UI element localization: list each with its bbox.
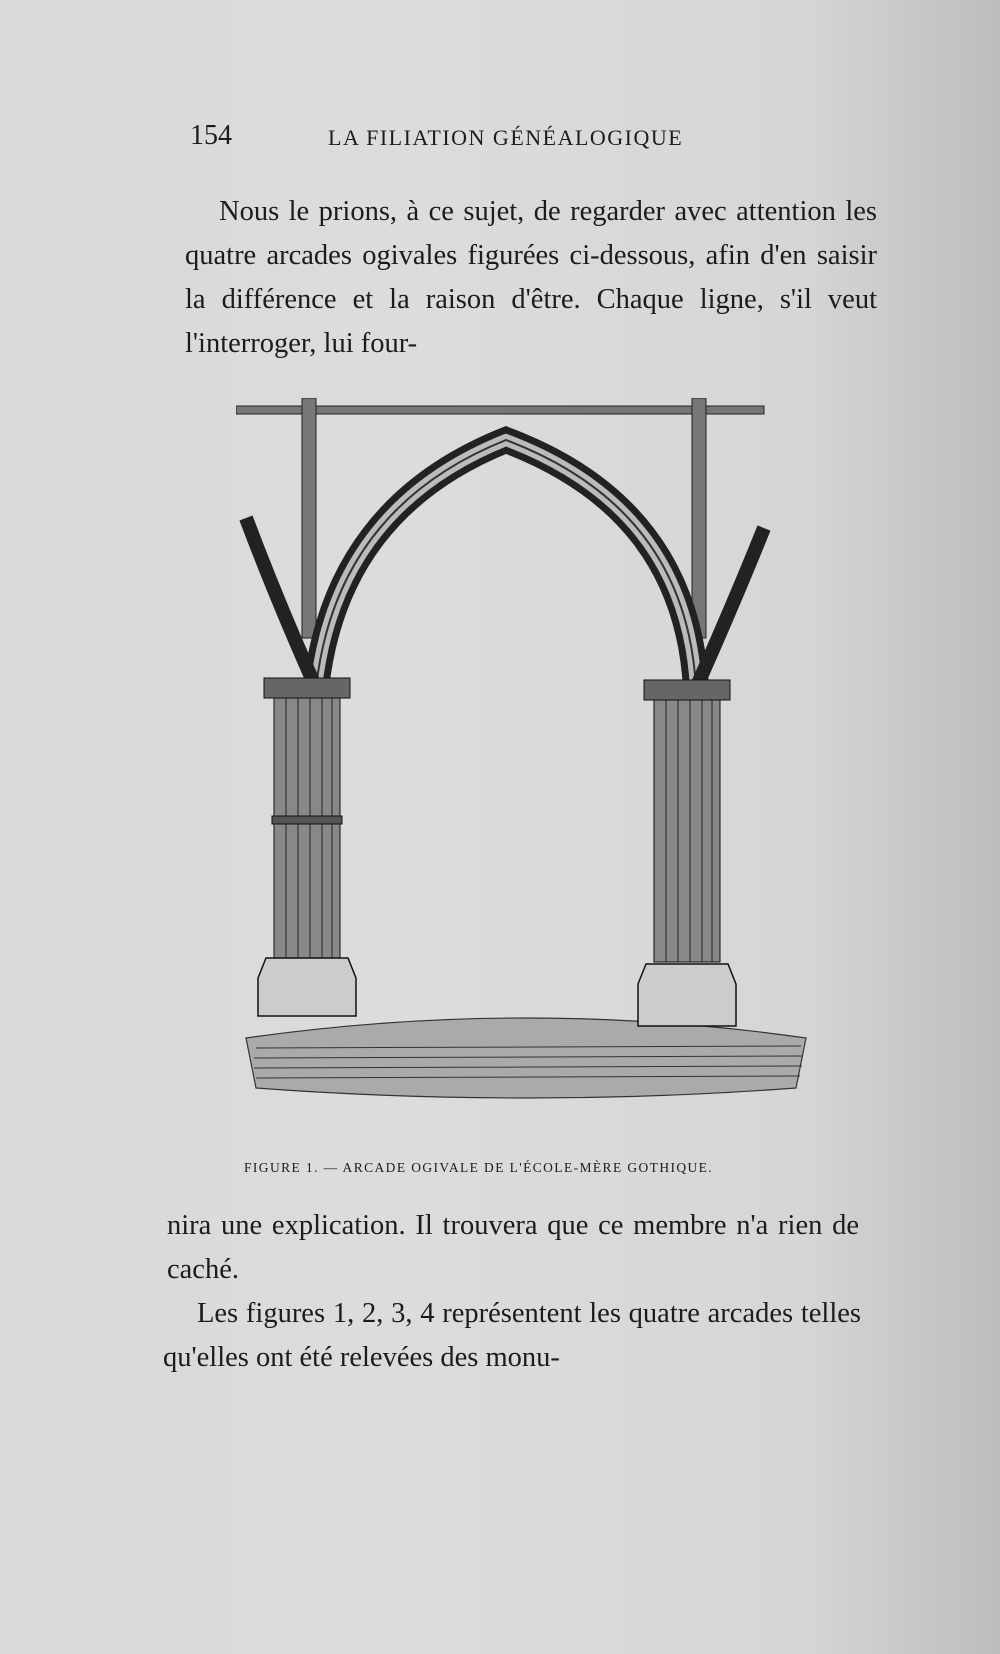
right-pole [692, 398, 706, 638]
running-head: LA FILIATION GÉNÉALOGIQUE [328, 125, 684, 150]
figure-caption: FIGURE 1. — ARCADE OGIVALE DE L'ÉCOLE-MÈRE GOTHIQUE. [244, 1160, 714, 1175]
left-pole [302, 398, 316, 638]
floor-hatching [246, 1018, 806, 1098]
paragraph-3: Les figures 1, 2, 3, 4 représentent les quatre arcades telles qu'elles ont été relevées des monu- [163, 1298, 861, 1373]
page-number: 154 [190, 120, 232, 151]
paragraph-2: nira une explication. Il trouvera que ce membre n'a rien de caché. [167, 1210, 859, 1285]
gothic-arch-illustration [236, 398, 816, 1138]
paragraph-1: Nous le prions, à ce sujet, de regarder avec attention les quatre arcades ogivales figurées ci-dessous, afin d'en saisir la différence et la raison d'être. Chaque ligne, s'il veut l'interroger, lui four- [185, 196, 877, 359]
